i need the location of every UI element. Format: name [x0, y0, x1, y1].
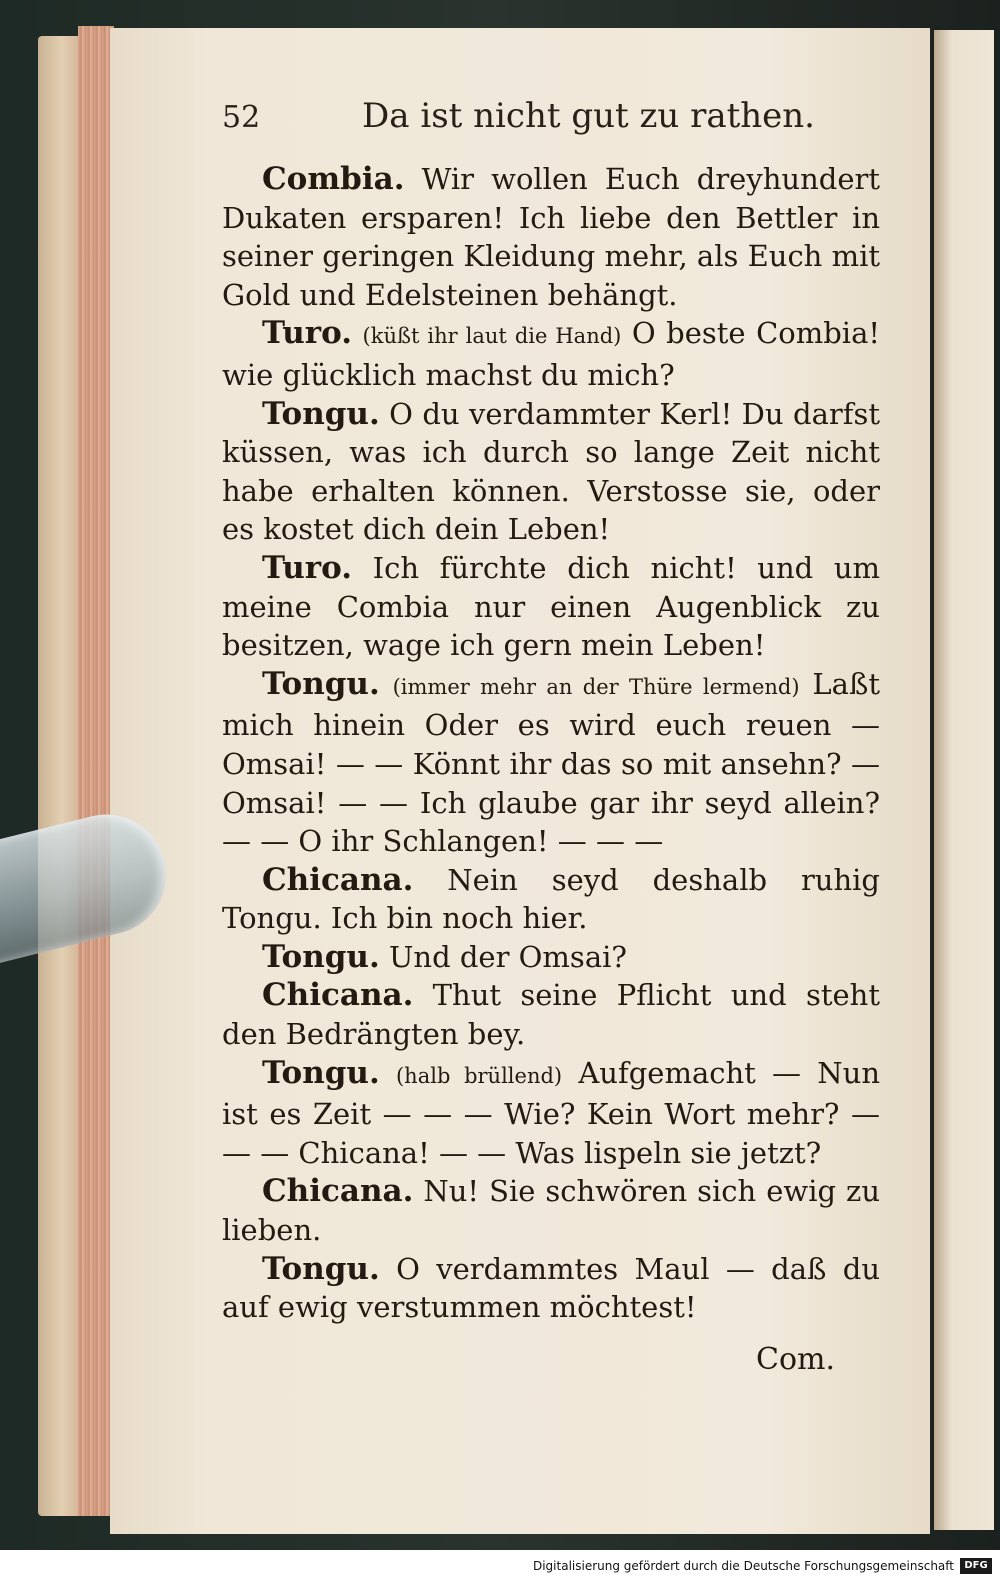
stage-direction: (immer mehr an der Thüre lermend): [392, 674, 800, 699]
dialogue-paragraph: [222, 549, 880, 665]
dialogue-paragraph: [222, 314, 880, 394]
footer-bar: [0, 1550, 1000, 1584]
speaker-name: Tongu.: [262, 1054, 380, 1091]
page-header: [222, 96, 882, 144]
page-edges: [78, 26, 114, 1516]
dialogue-paragraph: [222, 861, 880, 938]
dialogue-text: Nein seyd deshalb ruhig Tongu. Ich bin noch hier.: [222, 862, 881, 936]
dialogue-text: O beste Combia! wie glücklich machst du mich?: [222, 316, 881, 392]
dialogue-paragraph: [222, 1250, 880, 1327]
speaker-name: Turo.: [262, 315, 353, 352]
facing-page-edge: [934, 30, 994, 1530]
page-body: [222, 160, 880, 1327]
dialogue-paragraph: [222, 976, 880, 1053]
dialogue-paragraph: [222, 938, 880, 977]
speaker-name: Tongu.: [262, 938, 380, 975]
dialogue-text: Thut seine Pflicht und steht den Bedrängten bey.: [222, 978, 880, 1052]
speaker-name: Tongu.: [262, 1250, 380, 1287]
speaker-name: Turo.: [262, 549, 353, 586]
dialogue-paragraph: [222, 665, 880, 861]
speaker-name: Tongu.: [262, 395, 380, 432]
dialogue-text: Und der Omsai?: [388, 939, 627, 974]
speaker-name: Chicana.: [262, 861, 414, 898]
catchword: Com.: [756, 1342, 835, 1377]
dialogue-text: Laßt mich hinein Oder es wird euch reuen — Omsai! — — Könnt ihr das so mit ansehn? — Omsai! — — Ich glaube gar ihr seyd allein? — — O ihr Schlangen! — — —: [222, 666, 880, 859]
dialogue-text: Wir wollen Euch dreyhundert Dukaten ersparen! Ich liebe den Bettler in seiner geringen Kleidung mehr, als Euch mit Gold und Edelsteinen behängt.: [222, 162, 881, 312]
dialogue-text: Ich fürchte dich nicht! und um meine Combia nur einen Augenblick zu besitzen, wage ich gern mein Leben!: [222, 550, 880, 663]
dfg-logo: DFG: [960, 1558, 992, 1574]
dialogue-paragraph: [222, 160, 880, 314]
dialogue-text: Aufgemacht — Nun ist es Zeit — — — Wie? Kein Wort mehr? — — — Chicana! — — Was lispeln sie jetzt?: [222, 1055, 881, 1170]
dialogue-paragraph: [222, 1172, 880, 1249]
dialogue-paragraph: [222, 1054, 880, 1173]
dialogue-text: O verdammtes Maul — daß du auf ewig verstummen möchtest!: [222, 1251, 880, 1325]
speaker-name: Combia.: [262, 161, 405, 197]
speaker-name: Tongu.: [262, 665, 380, 702]
dialogue-text: O du verdammter Kerl! Du darfst küssen, was ich durch so lange Zeit nicht habe erhalten können. Verstosse sie, oder es kostet dich dein Leben!: [222, 396, 881, 547]
stage-direction: (küßt ihr laut die Hand): [362, 324, 622, 349]
speaker-name: Chicana.: [262, 977, 414, 1014]
speaker-name: Chicana.: [262, 1173, 414, 1210]
page-number: 52: [222, 100, 261, 135]
dialogue-paragraph: [222, 395, 880, 549]
dialogue-text: Nu! Sie schwören sich ewig zu lieben.: [222, 1174, 880, 1248]
running-title: Da ist nicht gut zu rathen.: [362, 96, 815, 136]
stage-direction: (halb brüllend): [395, 1063, 563, 1088]
funding-credit: Digitalisierung gefördert durch die Deutsche Forschungsgemeinschaft: [532, 1559, 954, 1573]
